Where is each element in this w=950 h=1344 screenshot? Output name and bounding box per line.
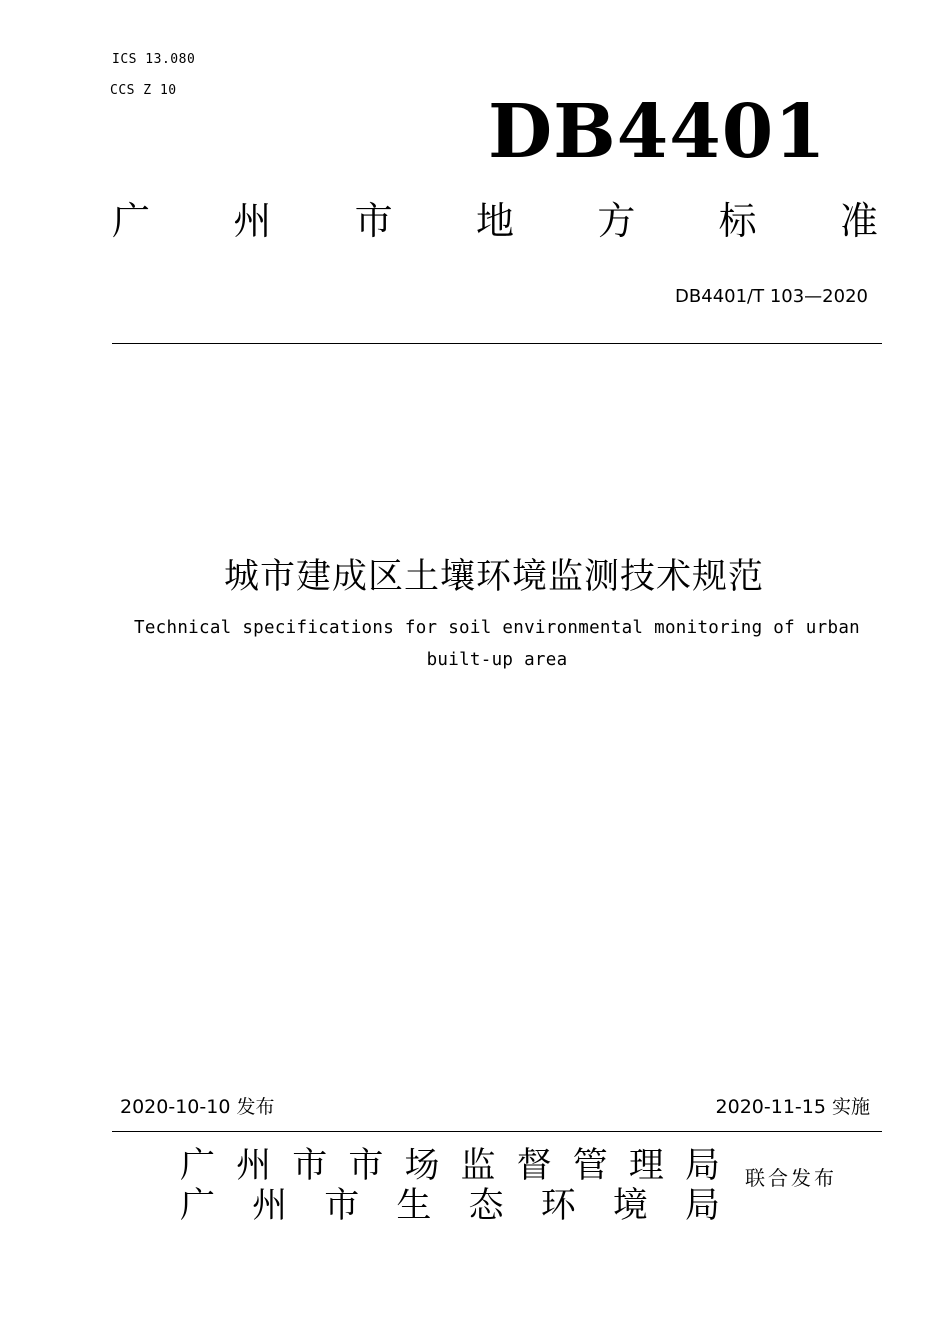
standard-type-char: 准	[839, 199, 878, 243]
authority-char: 州	[252, 1186, 288, 1226]
title-english-line-2: built-up area	[426, 650, 568, 670]
standard-type-heading	[112, 198, 878, 244]
authority-char: 广	[180, 1186, 216, 1226]
standard-type-char: 地	[475, 199, 514, 243]
authority-char: 监	[460, 1146, 496, 1186]
title-english	[112, 612, 882, 676]
authority-char: 市	[292, 1146, 328, 1186]
bottom-divider	[112, 1131, 882, 1132]
authority-char: 市	[324, 1186, 360, 1226]
title-english-line-1: Technical specifications for soil environmental monitoring of urban	[133, 618, 860, 638]
authority-char: 境	[612, 1186, 648, 1226]
authority-char: 场	[404, 1146, 440, 1186]
authority-char: 管	[572, 1146, 608, 1186]
standard-type-char: 市	[354, 199, 393, 243]
top-divider	[112, 343, 882, 344]
issuing-authority-2	[180, 1186, 720, 1226]
standard-type-char: 广	[112, 199, 151, 243]
standard-type-char: 方	[597, 199, 636, 243]
authority-char: 市	[348, 1146, 384, 1186]
title-chinese: 城市建成区土壤环境监测技术规范	[223, 557, 764, 597]
authority-char: 局	[684, 1146, 720, 1186]
authority-char: 理	[628, 1146, 664, 1186]
standard-type-char: 州	[233, 199, 272, 243]
authority-char: 局	[684, 1186, 720, 1226]
issuing-authority-1	[180, 1146, 720, 1186]
ccs-code: CCS Z 10	[110, 83, 177, 98]
authority-char: 生	[396, 1186, 432, 1226]
issue-date: 2020-10-10 发布	[120, 1096, 275, 1118]
authority-char: 环	[540, 1186, 576, 1226]
authority-char: 督	[516, 1146, 552, 1186]
standard-type-char: 标	[718, 199, 757, 243]
joint-issue-note: 联合发布	[745, 1166, 837, 1190]
ics-code: ICS 13.080	[112, 52, 196, 67]
standard-code: DB4401/T 103—2020	[675, 286, 868, 307]
implementation-date: 2020-11-15 实施	[715, 1096, 870, 1118]
authority-char: 州	[236, 1146, 272, 1186]
authority-char: 广	[180, 1146, 216, 1186]
authority-char: 态	[468, 1186, 504, 1226]
standard-logo: DB4401	[488, 89, 827, 175]
